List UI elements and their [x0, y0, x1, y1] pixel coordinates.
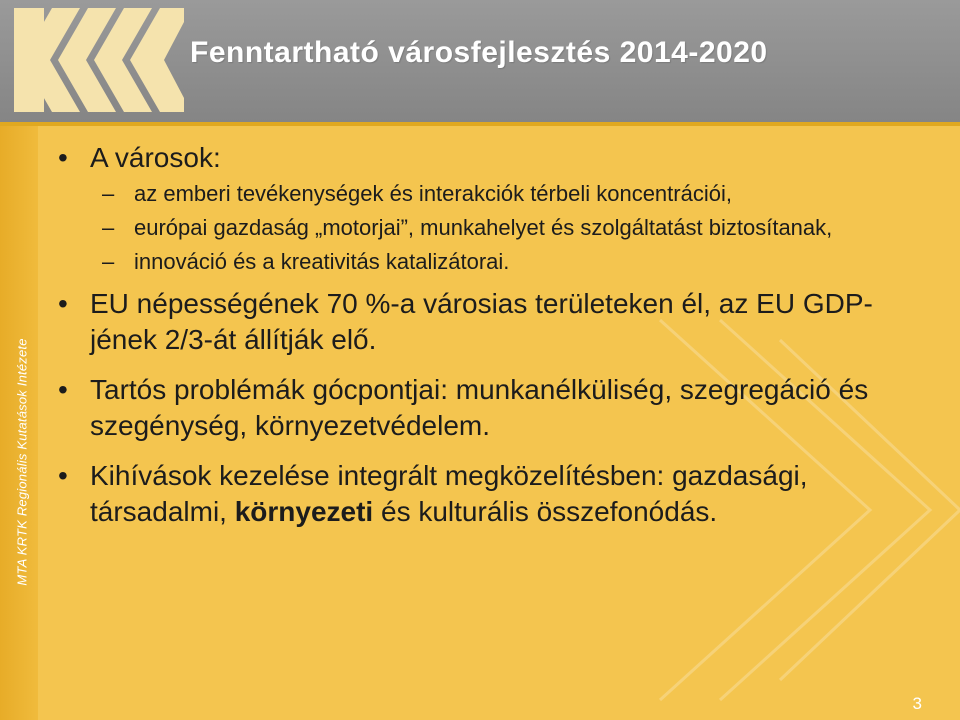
- institute-label: MTA KRTK Regionális Kutatások Intézete: [14, 338, 30, 586]
- rk-chevron-logo-icon: [14, 8, 184, 112]
- sub-bullet-engines: – európai gazdaság „motorjai”, munkahelyet és szolgáltatást biztosítanak,: [56, 212, 936, 244]
- bullet-cities: • A városok:: [56, 140, 936, 176]
- header-bar: [0, 0, 960, 122]
- slide-content: [56, 140, 936, 544]
- page-number: 3: [912, 694, 922, 713]
- sub-bullet-innovation: – innováció és a kreativitás katalizátorai.: [56, 246, 936, 278]
- slide-title: Fenntartható városfejlesztés 2014-2020: [190, 36, 768, 69]
- emphasis-environmental: környezeti: [234, 496, 374, 527]
- bullet-population: • EU népességének 70 %-a városias területeken él, az EU GDP-jének 2/3-át állítják elő.: [56, 286, 936, 358]
- bullet-challenges: • Kihívások kezelése integrált megközelítésben: gazdasági, társadalmi, környezeti és kulturális összefonódás.: [56, 458, 936, 530]
- sub-bullet-concentration: – az emberi tevékenységek és interakciók térbeli koncentrációi,: [56, 178, 936, 210]
- bullet-problems: • Tartós problémák gócpontjai: munkanélküliség, szegregáció és szegénység, környezetvédelem.: [56, 372, 936, 444]
- header-separator: [0, 122, 960, 126]
